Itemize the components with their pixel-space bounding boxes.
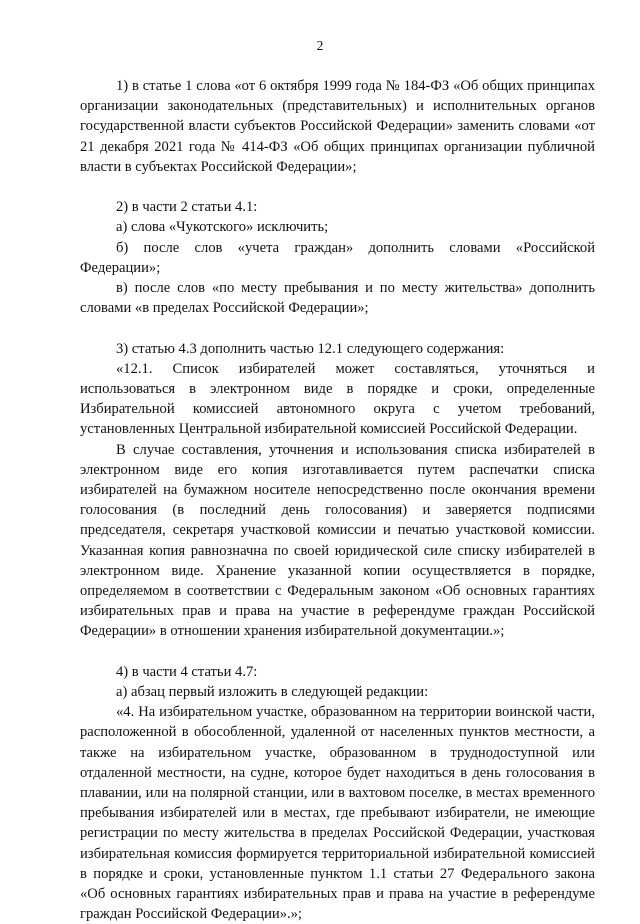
paragraph-10: а) абзац первый изложить в следующей редакции:	[116, 684, 429, 701]
paragraph-8: В случае составления, уточнения и использования списка избирателей в электронном виде его копия изготавливается путем распечатки списка избирателей на бумажном носителе непосредственно после окончания времени голосования (в последний день голосования) и заверяется подписями председателя, секретаря участковой комиссии и печатью участковой комиссии. Указанная копия равнозначна по своей юридической силе списку избирателей в электронном виде. Хранение указанной копии осуществляется в порядке, определяемом в соответствии с Федеральным законом «Об основных гарантиях избирательных прав и права на участие в референдуме граждан Российской Федерации» в отношении хранения избирательной документации.»;	[80, 441, 595, 640]
paragraph-1: 1) в статье 1 слова «от 6 октября 1999 года № 184-ФЗ «Об общих принципах организации законодательных (представительных) и исполнительных органов государственной власти субъектов Российской Федерации» заменить словами «от 21 декабря 2021 года № 414-ФЗ «Об общих принципах организации публичной власти в субъектах Российской Федерации»;	[80, 78, 595, 175]
paragraph-2: 2) в части 2 статьи 4.1:	[116, 199, 258, 216]
paragraph-9: 4) в части 4 статьи 4.7:	[116, 663, 258, 680]
paragraph-3: а) слова «Чукотского» исключить;	[116, 219, 329, 236]
paragraph-6: 3) статью 4.3 дополнить частью 12.1 следующего содержания:	[116, 340, 505, 357]
page-number: 2	[316, 38, 324, 53]
paragraph-11: «4. На избирательном участке, образованном на территории воинской части, расположенной в обособленной, удаленной от населенных пунктов местности, а также на избирательном участке, образованном в труднодоступной или отдаленной местности, на судне, которое будет находиться в день голосования в плавании, или на полярной станции, или в вахтовом поселке, в местах временного пребывания избирателей или в местах, где пребывают избиратели, не имеющие регистрации по месту жительства в пределах Российской Федерации, участковая избирательная комиссия формируется территориальной избирательной комиссией в порядке и сроки, установленные пунктом 1.1 статьи 27 Федерального закона «Об основных гарантиях избирательных прав и права на участие в референдуме граждан Российской Федерации».»;	[80, 704, 595, 923]
paragraph-7: «12.1. Список избирателей может составляться, уточняться и использоваться в электронном виде в порядке и сроки, определенные Избирательной комиссией автономного округа с учетом требований, установленных Центральной избирательной комиссией Российской Федерации.	[80, 360, 595, 438]
paragraph-4: б) после слов «учета граждан» дополнить словами «Российской Федерации»;	[80, 239, 595, 276]
document-body	[80, 76, 595, 924]
paragraph-5: в) после слов «по месту пребывания и по месту жительства» дополнить словами «в пределах Российской Федерации»;	[80, 280, 595, 317]
